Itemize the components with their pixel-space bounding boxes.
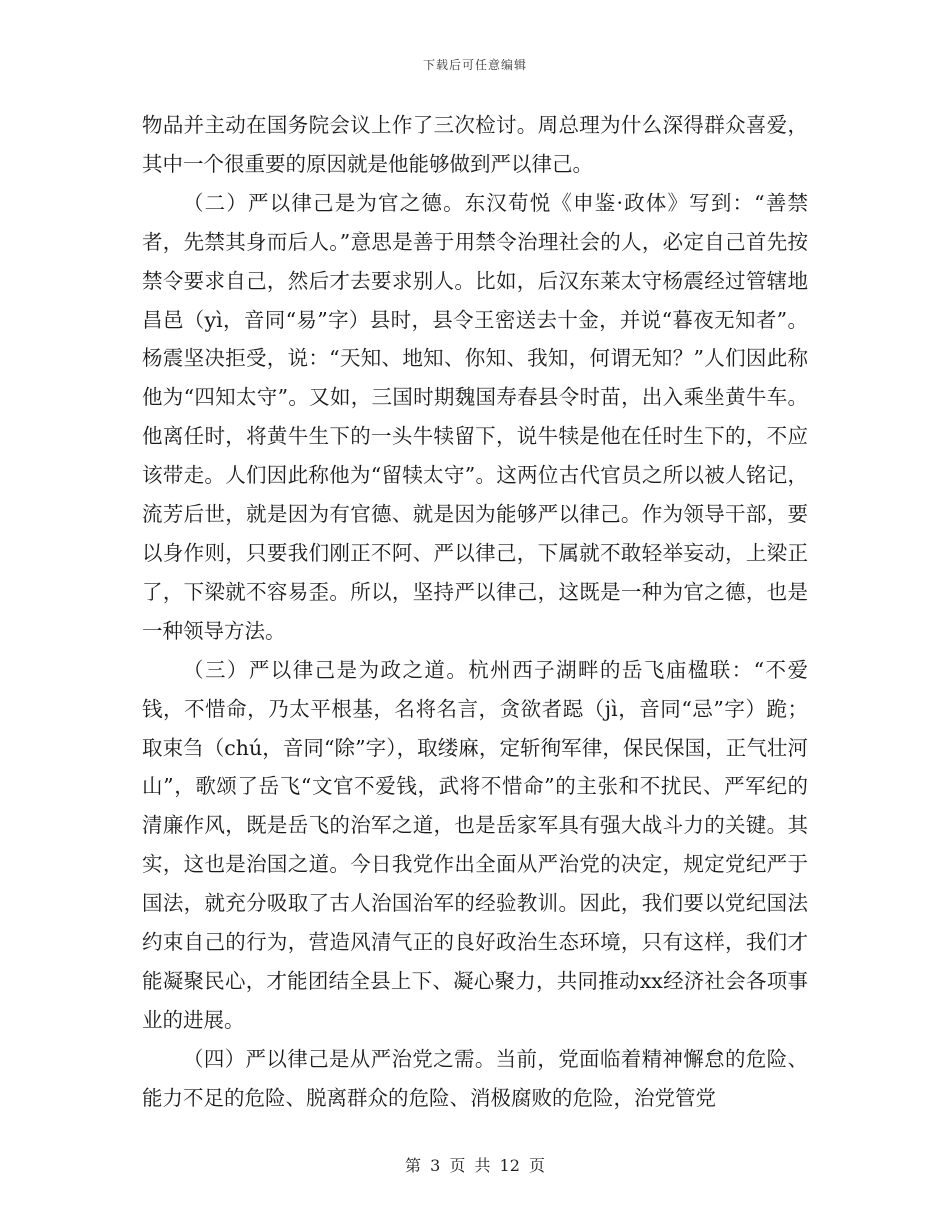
- paragraph-section-2: （二）严以律己是为官之德。东汉荀悦《申鉴·政体》写到：“善禁者，先禁其身而后人。”意思是善于用禁令治理社会的人，必定自己首先按禁令要求自己，然后才去要求别人。比如，后汉东莱太守杨震经过管辖地昌邑（yì，音同“易”字）县时，县令王密送去十金，并说“暮夜无知者”。杨震坚决拒受，说：“天知、地知、你知、我知，何谓无知？”人们因此称他为“四知太守”。又如，三国时期魏国寿春县令时苗，出入乘坐黄牛车。他离任时，将黄牛生下的一头牛犊留下，说牛犊是他在任时生下的，不应该带走。人们因此称他为“留犊太守”。这两位古代官员之所以被人铭记，流芳后世，就是因为有官德、就是因为能够严以律己。作为领导干部，要以身作则，只要我们刚正不阿、严以律己，下属就不敢轻举妄动，上梁正了，下梁就不容易歪。所以，坚持严以律己，这既是一种为官之德，也是一种领导方法。: [142, 190, 808, 643]
- paragraph-section-4: （四）严以律己是从严治党之需。当前，党面临着精神懈怠的危险、能力不足的危险、脱离群众的危险、消极腐败的危险，治党管党: [142, 1046, 808, 1110]
- document-body: [142, 106, 808, 1118]
- paragraph-section-3: （三）严以律己是为政之道。杭州西子湖畔的岳飞庙楹联：“不爱钱，不惜命，乃太平根基，名将名言，贪欲者跽（jì，音同“忌”字）跪；取束刍（chú，音同“除”字），取缕麻，定斩徇军律，保民保国，正气壮河山”，歌颂了岳飞“文官不爱钱，武将不惜命”的主张和不扰民、严军纪的清廉作风，既是岳飞的治军之道，也是岳家军具有强大战斗力的关键。其实，这也是治国之道。今日我党作出全面从严治党的决定，规定党纪严于国法，就充分吸取了古人治国治军的经验教训。因此，我们要以党纪国法约束自己的行为，营造风清气正的良好政治生态环境，只有这样，我们才能凝聚民心，才能团结全县上下、凝心聚力，共同推动xx经济社会各项事业的进展。: [142, 657, 808, 1032]
- page-header: 下载后可任意编辑: [422, 58, 527, 72]
- page-footer: 第 3 页 共 12 页: [405, 1156, 545, 1175]
- paragraph-continuation: 物品并主动在国务院会议上作了三次检讨。周总理为什么深得群众喜爱，其中一个很重要的原因就是他能够做到严以律己。: [142, 113, 808, 176]
